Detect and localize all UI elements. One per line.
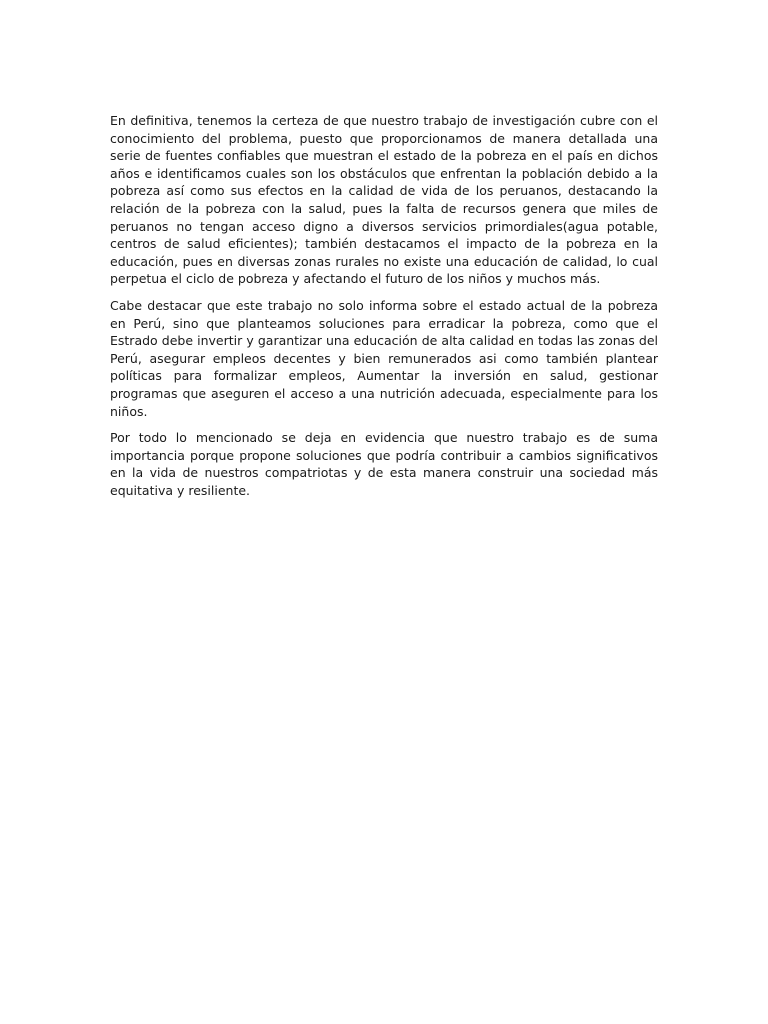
paragraph-conclusion-1: En definitiva, tenemos la certeza de que nuestro trabajo de investigación cubre con el conocimiento del problema, puesto que proporcionamos de manera detallada una serie de fuentes confiables que muestran el estado de la pobreza en el país en dichos años e identificamos cuales son los obstáculos que enfrentan la población debido a la pobreza así como sus efectos en la calidad de vida de los peruanos, destacando la relación de la pobreza con la salud, pues la falta de recursos genera que miles de peruanos no tengan acceso digno a diversos servicios primordiales(agua potable, centros de salud eficientes); también destacamos el impacto de la pobreza en la educación, pues en diversas zonas rurales no existe una educación de calidad, lo cual perpetua el ciclo de pobreza y afectando el futuro de los niños y muchos más. [110,113,658,287]
paragraph-conclusion-2: Cabe destacar que este trabajo no solo informa sobre el estado actual de la pobreza en Perú, sino que planteamos soluciones para erradicar la pobreza, como que el Estrado debe invertir y garantizar una educación de alta calidad en todas las zonas del Perú, asegurar empleos decentes y bien remunerados asi como también plantear políticas para formalizar empleos, Aumentar la inversión en salud, gestionar programas que aseguren el acceso a una nutrición adecuada, especialmente para los niños. [110,297,658,419]
paragraph-conclusion-3: Por todo lo mencionado se deja en evidencia que nuestro trabajo es de suma importancia porque propone soluciones que podría contribuir a cambios significativos en la vida de nuestros compatriotas y de esta manera construir una sociedad más equitativa y resiliente. [110,430,658,498]
document-body [110,112,658,508]
